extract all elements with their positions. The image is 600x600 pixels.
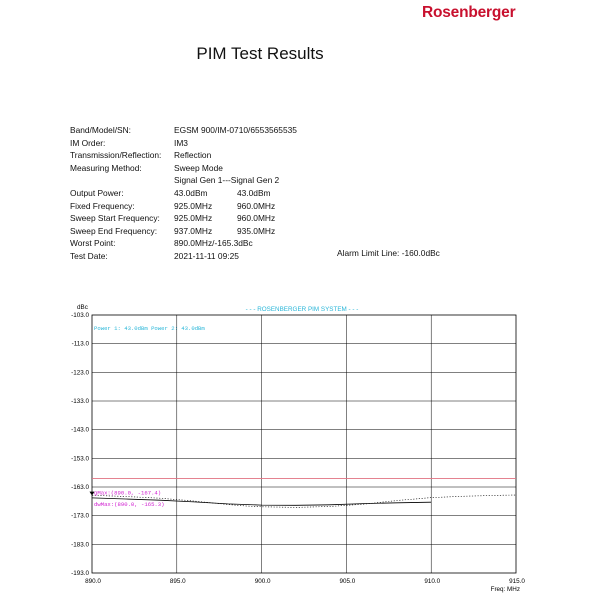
- x-tick-label: 895.0: [169, 578, 186, 585]
- y-tick-label: -123.0: [71, 369, 89, 377]
- page-title: PIM Test Results: [196, 44, 324, 63]
- y-tick-label: -153.0: [71, 455, 89, 463]
- x-tick-label: 915.0: [509, 578, 525, 585]
- info-value-2: 960.0MHz: [237, 213, 276, 224]
- info-label: Band/Model/SN:: [70, 125, 131, 135]
- info-value: 43.0dBm: [174, 187, 208, 198]
- info-value: Sweep Mode: [174, 162, 223, 173]
- x-tick-label: 905.0: [339, 578, 356, 585]
- chart-title: - - - ROSENBERGER PIM SYSTEM - - -: [245, 306, 359, 313]
- power-annotation: Power 1: 43.0dBm Power 2: 43.0dBm: [94, 325, 205, 332]
- info-value: 925.0MHz: [174, 200, 213, 211]
- info-value-2: 960.0MHz: [237, 200, 276, 211]
- info-label: Transmission/Reflection:: [70, 150, 162, 161]
- marker-dwmax-label: dwMax:(890.0, -165.3): [94, 501, 165, 508]
- info-value-2: 43.0dBm: [237, 187, 271, 198]
- y-tick-label: -183.0: [71, 541, 89, 549]
- info-label: IM Order:: [70, 137, 106, 148]
- plot-frame: [92, 315, 516, 573]
- info-value: EGSM 900/IM-0710/6553565535: [174, 125, 297, 135]
- x-tick-label: 910.0: [424, 578, 441, 585]
- info-label: Output Power:: [70, 187, 124, 198]
- info-value: Reflection: [174, 150, 212, 161]
- x-axis-label: Freq: MHz: [490, 586, 520, 593]
- info-label: Worst Point:: [70, 238, 116, 249]
- brand-logo: Rosenberger: [422, 4, 516, 21]
- info-label: Test Date:: [70, 250, 108, 261]
- info-value: Signal Gen 1---Signal Gen 2: [174, 175, 280, 186]
- y-tick-label: -113.0: [71, 340, 89, 348]
- info-label: Sweep End Frequency:: [70, 225, 158, 236]
- info-value: 890.0MHz/-165.3dBc: [174, 238, 253, 249]
- y-tick-label: -193.0: [71, 570, 89, 577]
- marker-max-label: gMax:(890.0, -167.4): [94, 489, 162, 497]
- info-value-2: 935.0MHz: [237, 225, 276, 236]
- y-tick-label: -143.0: [71, 426, 89, 434]
- chart-axis-ticks: [71, 312, 525, 585]
- info-label: Measuring Method:: [70, 162, 142, 173]
- x-tick-label: 890.0: [85, 578, 101, 585]
- info-value: 2021-11-11 09:25: [174, 250, 239, 261]
- y-axis-label: dBc: [77, 304, 88, 311]
- y-tick-label: -133.0: [71, 398, 89, 405]
- alarm-limit-text: Alarm Limit Line: -160.0dBc: [337, 248, 440, 258]
- info-label: Fixed Frequency:: [70, 200, 135, 211]
- info-value: 937.0MHz: [174, 225, 213, 236]
- chart-grid: [92, 315, 516, 573]
- info-value: 925.0MHz: [174, 213, 213, 224]
- y-tick-label: -103.0: [71, 312, 89, 319]
- y-tick-label: -173.0: [71, 512, 89, 520]
- y-tick-label: -163.0: [71, 484, 89, 491]
- x-tick-label: 900.0: [254, 578, 271, 585]
- info-value: IM3: [174, 137, 188, 148]
- info-label: Sweep Start Frequency:: [70, 213, 160, 224]
